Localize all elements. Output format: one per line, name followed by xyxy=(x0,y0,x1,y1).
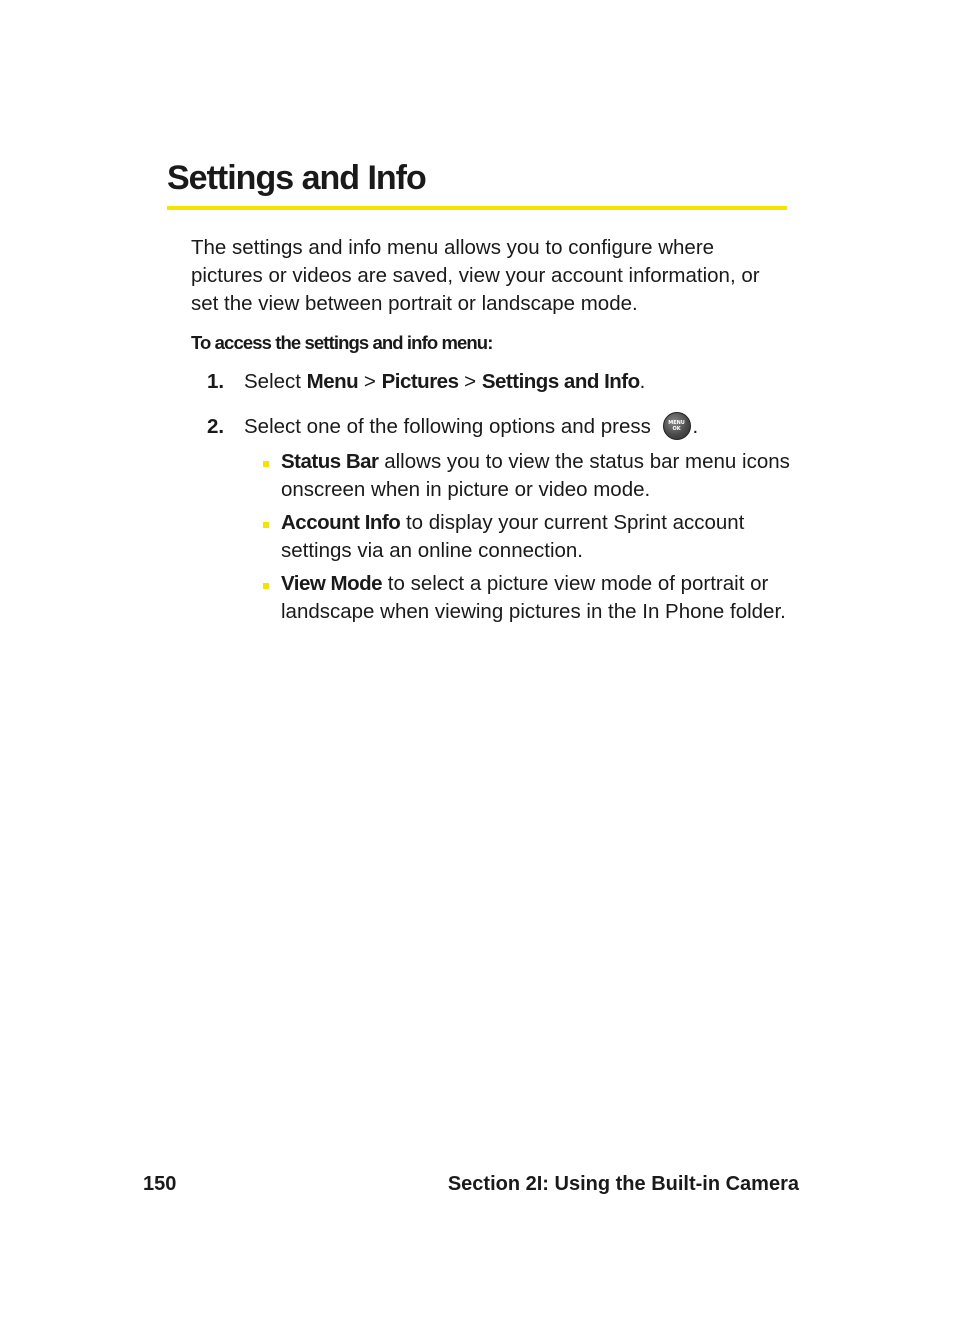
menu-path-menu: Menu xyxy=(306,370,359,393)
intro-paragraph: The settings and info menu allows you to configure where pictures or videos are saved, view your account information, or set the view between portrait or landscape mode. xyxy=(191,236,760,315)
menu-path-pictures: Pictures xyxy=(381,370,459,393)
menu-path-settings: Settings and Info xyxy=(481,370,640,393)
step-number: 1. xyxy=(207,370,225,393)
menu-ok-key-icon: MENU OK xyxy=(663,412,691,440)
title-rule xyxy=(167,206,787,210)
bullet-square-icon xyxy=(263,522,269,528)
list-item xyxy=(262,448,792,504)
step-text: Select Menu > Pictures > Settings and Info. xyxy=(244,370,646,393)
page-number: 150 xyxy=(143,1173,177,1195)
procedure-heading: To access the settings and info menu: xyxy=(191,332,493,353)
step-text: Select one of the following options and press MENU OK . xyxy=(244,413,698,441)
option-name: Status Bar xyxy=(281,450,379,473)
step-number: 2. xyxy=(207,415,225,438)
list-item xyxy=(262,509,792,565)
option-description: to select a picture view mode of portrait or landscape when viewing pictures in the In Phone folder. xyxy=(281,572,786,623)
section-title: Section 2I: Using the Built-in Camera xyxy=(447,1173,799,1195)
bullet-square-icon xyxy=(263,461,269,467)
options-list xyxy=(262,448,792,631)
list-item xyxy=(262,570,792,626)
option-name: Account Info xyxy=(281,511,401,534)
bullet-square-icon xyxy=(263,583,269,589)
page-title: Settings and Info xyxy=(167,159,426,197)
option-description: allows you to view the status bar menu icons onscreen when in picture or video mode. xyxy=(281,450,790,501)
option-description: to display your current Sprint account settings via an online connection. xyxy=(281,511,745,562)
option-name: View Mode xyxy=(281,572,383,595)
